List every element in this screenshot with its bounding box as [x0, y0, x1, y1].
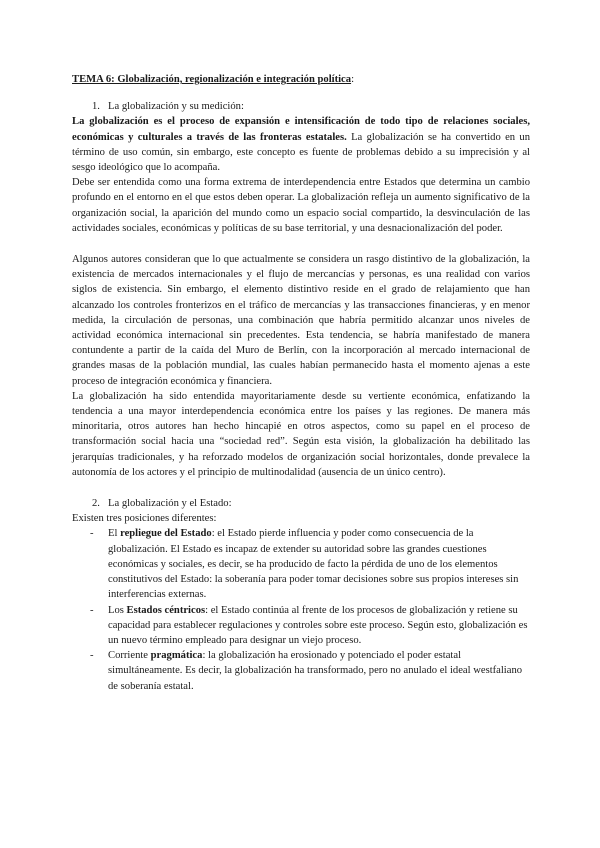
list-item [90, 526, 530, 602]
list-item-text: : el Estado pierde influencia y poder como consecuencia de la globalización. El Estado es incapaz de extender su autoridad sobre las grandes cuestiones económicas y sociales, es decir, se ha producido de facto la pérdida de uno de los elementos constitutivos del Estado: la soberanía para poder tomar decisiones sobre sus propios intereses sin interferencias externas. [108, 528, 519, 601]
list-item-term: Estados céntricos [126, 604, 206, 616]
section1-heading-text: La globalización y su medición: [108, 101, 244, 113]
section2-intro: Existen tres posiciones diferentes: [72, 513, 217, 525]
document-title [72, 72, 530, 87]
list-item-prefix: El [108, 528, 121, 540]
section1-paragraph-2: Debe ser entendida como una forma extrema de interdependencia entre Estados que determina un cambio profundo en el entorno en el que estos deben operar. La globalización refleja un aumento significativo de la organización social, la aparición del mundo como un espacio social compartido, la desvinculación de las actividades sociales, económicas y políticas de su base territorial, y una desnacionalización del poder. [72, 177, 530, 234]
section1-heading [72, 99, 530, 114]
list-item-prefix: Los [108, 604, 127, 616]
document-page [72, 72, 530, 694]
list-item [90, 648, 530, 694]
section2-number: 2. [92, 498, 100, 510]
section1-number: 1. [92, 101, 100, 113]
section1-paragraph-3: Algunos autores consideran que lo que actualmente se considera un rasgo distintivo de la globalización, la existencia de mercados internacionales y el flujo de mercancías y personas, es una realidad con varios siglos de existencia. Sin embargo, el elemento distintivo reside en el grado de relajamiento que han alcanzado los controles fronterizos en el tráfico de mercancías y las transacciones financieras, y en menor medida, la circulación de personas, una combinación que habría permitido alcanzar unos niveles de actividad económica internacional sin precedentes. Esta tendencia, se habría manifestado de manera contundente a partir de la caída del Muro de Berlín, con la incorporación al mercado internacional de grandes masas de la población mundial, las cuales habían permanecido hasta el momento ajenas a este proceso de integración económica y financiera. [72, 254, 530, 387]
list-item-prefix: Corriente [108, 650, 151, 662]
section2-heading [72, 496, 530, 511]
list-item-text: : la globalización ha erosionado y potenciado el poder estatal simultáneamente. Es decir, la globalización ha transformado, pero no anulado el ideal westfaliano de soberanía estatal. [108, 650, 523, 692]
spacer [72, 480, 530, 496]
section1-paragraph-4: La globalización ha sido entendida mayoritariamente desde su vertiente económica, enfatizando la tendencia a una mayor interdependencia económica entre los países y las regiones. De manera más minoritaria, otros autores han hecho hincapié en otros aspectos, como su papel en el proceso de transformación social hacia una “sociedad red”. Según esta visión, la globalización ha debilitado las jerarquías tradicionales, y ha reforzado modelos de organización social horizontales, donde prevalece la autonomía de los actores y el principio de multinodalidad (ausencia de un único centro). [72, 390, 530, 478]
section1-paragraph-1 [72, 114, 530, 175]
list-item-term: repliegue del Estado [120, 528, 212, 540]
spacer [72, 236, 530, 252]
definition-rest: La globalización se ha convertido en un término de uso común, sin embargo, este concepto es fuente de problemas debido a su imprecisión y al sesgo ideológico que lo acompaña. [72, 131, 530, 174]
section2-heading-text: La globalización y el Estado: [108, 498, 232, 510]
list-item-term: pragmática [150, 650, 203, 662]
list-item-text: : el Estado continúa al frente de los procesos de globalización y retiene su capacidad para establecer regulaciones y controles sobre este proceso. Según esto, globalización es un nuevo término empleado para designar un viejo proceso. [108, 604, 528, 646]
definition-bold: La globalización es el proceso de expansión e intensificación de todo tipo de relaciones sociales, económicas y culturales a través de las fronteras estatales. [72, 116, 530, 143]
title-text: TEMA 6: Globalización, regionalización e integración política [72, 74, 352, 85]
title-colon: : [351, 74, 355, 85]
positions-list [72, 526, 530, 693]
list-item [90, 603, 530, 649]
